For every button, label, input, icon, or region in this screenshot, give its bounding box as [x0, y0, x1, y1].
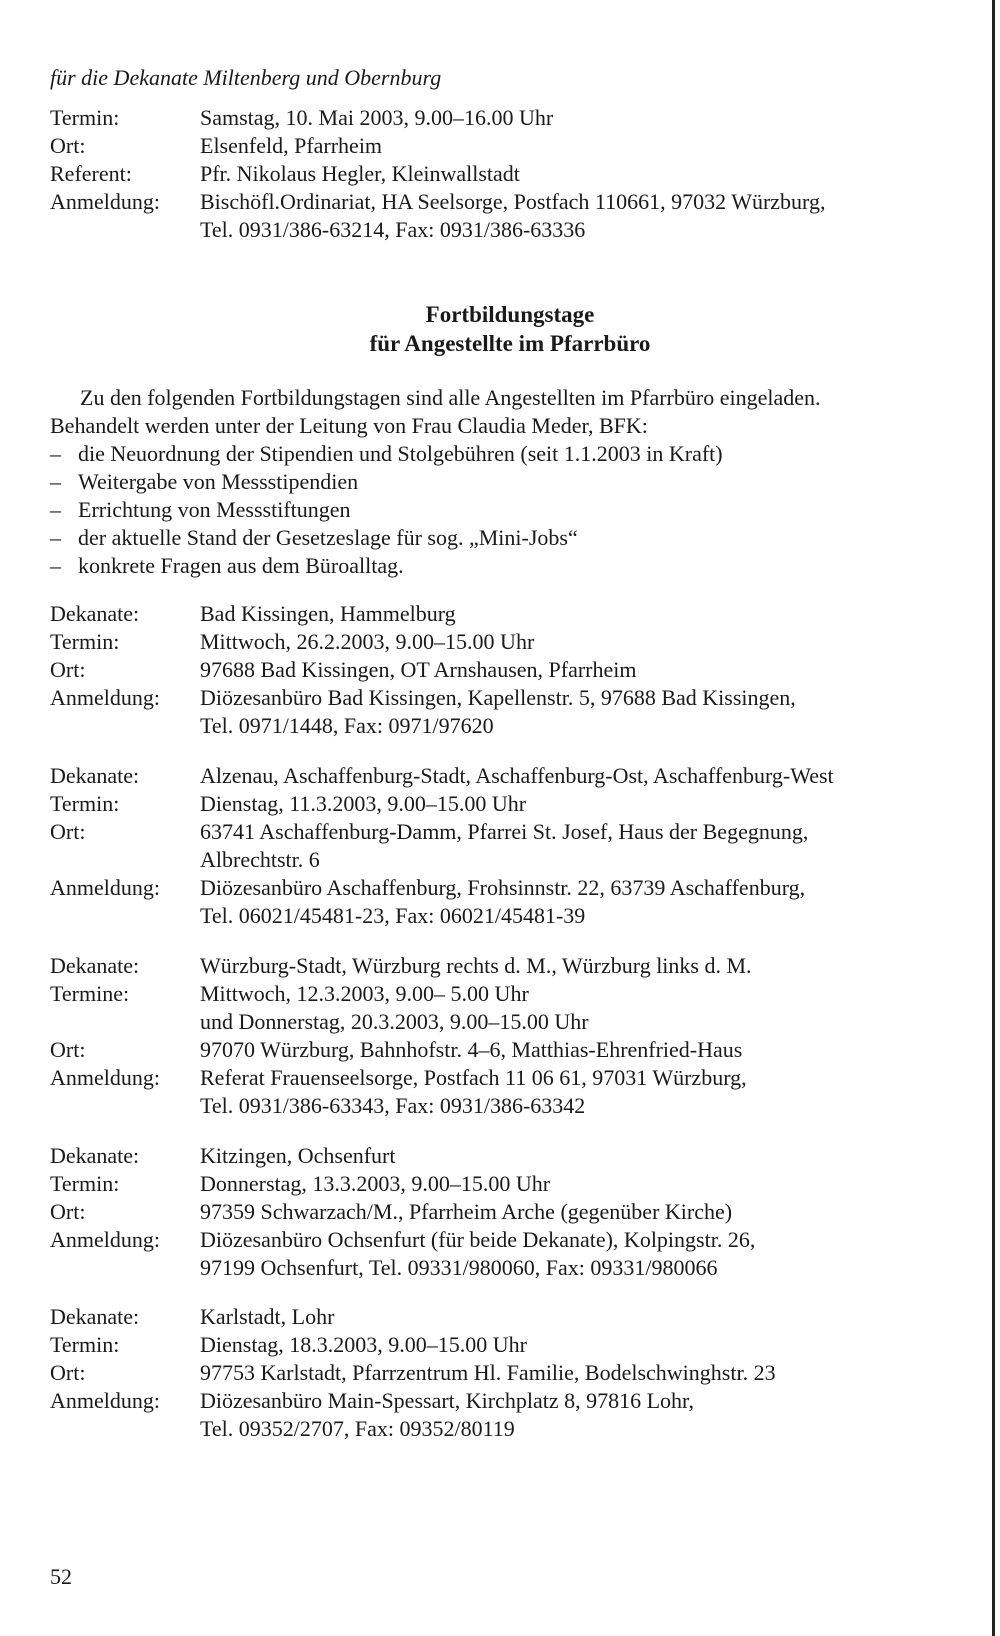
referent-value: Pfr. Nikolaus Hegler, Kleinwallstadt	[200, 161, 520, 186]
dekanate-row	[50, 600, 980, 628]
ort-label: Ort:	[50, 657, 86, 682]
anmeldung-label: Anmeldung:	[50, 875, 160, 900]
anmeldung-value: Referat Frauenseelsorge, Postfach 11 06 61, 97031 Würzburg,	[200, 1065, 747, 1090]
dekanate-label: Dekanate:	[50, 1304, 140, 1329]
anmeldung-row	[50, 188, 980, 216]
anmeldung-value: Diözesanbüro Aschaffenburg, Frohsinnstr. 22, 63739 Aschaffenburg,	[200, 875, 806, 900]
heading-line-1: Fortbildungstage	[425, 302, 595, 327]
termin-value: Dienstag, 11.3.2003, 9.00–15.00 Uhr	[200, 791, 527, 816]
termin-value: Mittwoch, 26.2.2003, 9.00–15.00 Uhr	[200, 629, 535, 654]
ort-continued	[50, 846, 980, 874]
intro-title: für die Dekanate Miltenberg und Obernburg	[50, 65, 442, 90]
ort-value: 97688 Bad Kissingen, OT Arnshausen, Pfarrheim	[200, 657, 637, 682]
anmeldung-value-2: Tel. 06021/45481-23, Fax: 06021/45481-39	[200, 903, 586, 928]
topic-text: Errichtung von Messstiftungen	[78, 497, 351, 522]
termine-label: Termine:	[50, 981, 130, 1006]
anmeldung-label: Anmeldung:	[50, 685, 160, 710]
ort-value: 97359 Schwarzach/M., Pfarrheim Arche (gegenüber Kirche)	[200, 1199, 733, 1224]
anmeldung-value: Bischöfl.Ordinariat, HA Seelsorge, Postfach 110661, 97032 Würzburg,	[200, 189, 826, 214]
anmeldung-continued	[50, 712, 980, 740]
ort-row	[50, 818, 980, 846]
ort-row	[50, 1359, 980, 1387]
dekanate-label: Dekanate:	[50, 1143, 140, 1168]
anmeldung-row	[50, 1226, 980, 1254]
termin-value: Donnerstag, 13.3.2003, 9.00–15.00 Uhr	[200, 1171, 551, 1196]
document-page	[50, 0, 960, 1636]
intro-event	[50, 104, 980, 244]
anmeldung-continued	[50, 216, 980, 244]
termine-continued	[50, 1008, 980, 1036]
topic-text: Weitergabe von Messstipendien	[78, 469, 359, 494]
referent-label: Referent:	[50, 161, 132, 186]
termin-label: Termin:	[50, 629, 120, 654]
page-edge-rule	[992, 0, 995, 1636]
ort-label: Ort:	[50, 1360, 86, 1385]
anmeldung-value-2: 97199 Ochsenfurt, Tel. 09331/980060, Fax: 09331/980066	[200, 1255, 718, 1280]
dekanate-row	[50, 952, 980, 980]
dekanate-value: Kitzingen, Ochsenfurt	[200, 1143, 396, 1168]
ort-label: Ort:	[50, 1199, 86, 1224]
dekanate-label: Dekanate:	[50, 953, 140, 978]
dash: –	[50, 525, 61, 550]
ort-label: Ort:	[50, 1037, 86, 1062]
anmeldung-continued	[50, 1254, 980, 1282]
termin-value: Mittwoch, 12.3.2003, 9.00– 5.00 Uhr	[200, 981, 529, 1006]
dekanate-value: Würzburg-Stadt, Würzburg rechts d. M., Würzburg links d. M.	[200, 953, 752, 978]
event-block	[50, 762, 980, 930]
topic-text: konkrete Fragen aus dem Büroalltag.	[78, 553, 404, 578]
dekanate-row	[50, 762, 980, 790]
topic-item	[50, 468, 980, 496]
termin-row	[50, 1331, 980, 1359]
termin-row	[50, 790, 980, 818]
intro-paragraph	[50, 384, 980, 580]
referent-row	[50, 160, 980, 188]
topic-item	[50, 552, 980, 580]
topic-item	[50, 496, 980, 524]
anmeldung-value: Diözesanbüro Main-Spessart, Kirchplatz 8, 97816 Lohr,	[200, 1388, 695, 1413]
heading-line-2: für Angestellte im Pfarrbüro	[369, 331, 651, 356]
termin-value: Samstag, 10. Mai 2003, 9.00–16.00 Uhr	[200, 105, 554, 130]
ort-value: 97753 Karlstadt, Pfarrzentrum Hl. Familie, Bodelschwinghstr. 23	[200, 1360, 776, 1385]
anmeldung-value: Diözesanbüro Bad Kissingen, Kapellenstr. 5, 97688 Bad Kissingen,	[200, 685, 796, 710]
termin-label: Termin:	[50, 105, 120, 130]
ort-value-2: Albrechtstr. 6	[200, 847, 320, 872]
anmeldung-continued	[50, 1415, 980, 1443]
termine-row	[50, 980, 980, 1008]
anmeldung-value-2: Tel. 0931/386-63343, Fax: 0931/386-63342	[200, 1093, 586, 1118]
ort-label: Ort:	[50, 133, 86, 158]
dash: –	[50, 553, 61, 578]
event-block	[50, 1303, 980, 1443]
event-block	[50, 952, 980, 1120]
dekanate-value: Karlstadt, Lohr	[200, 1304, 335, 1329]
ort-value: 63741 Aschaffenburg-Damm, Pfarrei St. Josef, Haus der Begegnung,	[200, 819, 809, 844]
dash: –	[50, 469, 61, 494]
event-block	[50, 1142, 980, 1282]
termin-label: Termin:	[50, 791, 120, 816]
anmeldung-label: Anmeldung:	[50, 1227, 160, 1252]
section-heading	[50, 300, 970, 358]
ort-label: Ort:	[50, 819, 86, 844]
dash: –	[50, 441, 61, 466]
anmeldung-value: Diözesanbüro Ochsenfurt (für beide Dekanate), Kolpingstr. 26,	[200, 1227, 756, 1252]
anmeldung-label: Anmeldung:	[50, 1388, 160, 1413]
dekanate-row	[50, 1303, 980, 1331]
anmeldung-row	[50, 1387, 980, 1415]
dekanate-value: Bad Kissingen, Hammelburg	[200, 601, 456, 626]
ort-row	[50, 132, 980, 160]
topic-text: die Neuordnung der Stipendien und Stolgebühren (seit 1.1.2003 in Kraft)	[78, 441, 723, 466]
anmeldung-row	[50, 684, 980, 712]
anmeldung-label: Anmeldung:	[50, 1065, 160, 1090]
anmeldung-continued	[50, 1092, 980, 1120]
topic-item	[50, 440, 980, 468]
anmeldung-value-2: Tel. 09352/2707, Fax: 09352/80119	[200, 1416, 515, 1441]
termin-value-2: und Donnerstag, 20.3.2003, 9.00–15.00 Uhr	[200, 1009, 589, 1034]
termin-row	[50, 104, 980, 132]
termin-value: Dienstag, 18.3.2003, 9.00–15.00 Uhr	[200, 1332, 527, 1357]
ort-value: 97070 Würzburg, Bahnhofstr. 4–6, Matthias-Ehrenfried-Haus	[200, 1037, 743, 1062]
intro-line-1: Zu den folgenden Fortbildungstagen sind alle Angestellten im Pfarrbüro eingeladen.	[80, 385, 821, 410]
anmeldung-row	[50, 1064, 980, 1092]
dekanate-label: Dekanate:	[50, 601, 140, 626]
dekanate-row	[50, 1142, 980, 1170]
dekanate-value: Alzenau, Aschaffenburg-Stadt, Aschaffenburg-Ost, Aschaffenburg-West	[200, 763, 834, 788]
dekanate-label: Dekanate:	[50, 763, 140, 788]
ort-row	[50, 1036, 980, 1064]
intro-line-2: Behandelt werden unter der Leitung von Frau Claudia Meder, BFK:	[50, 413, 648, 438]
anmeldung-value-2: Tel. 0931/386-63214, Fax: 0931/386-63336	[200, 217, 586, 242]
topic-text: der aktuelle Stand der Gesetzeslage für sog. „Mini-Jobs“	[78, 525, 578, 550]
termin-row	[50, 1170, 980, 1198]
event-block	[50, 600, 980, 740]
anmeldung-label: Anmeldung:	[50, 189, 160, 214]
page-number: 52	[50, 1564, 72, 1589]
ort-row	[50, 1198, 980, 1226]
termin-label: Termin:	[50, 1332, 120, 1357]
termin-label: Termin:	[50, 1171, 120, 1196]
termin-row	[50, 628, 980, 656]
anmeldung-continued	[50, 902, 980, 930]
anmeldung-row	[50, 874, 980, 902]
dash: –	[50, 497, 61, 522]
ort-value: Elsenfeld, Pfarrheim	[200, 133, 383, 158]
topic-item	[50, 524, 980, 552]
ort-row	[50, 656, 980, 684]
anmeldung-value-2: Tel. 0971/1448, Fax: 0971/97620	[200, 713, 494, 738]
